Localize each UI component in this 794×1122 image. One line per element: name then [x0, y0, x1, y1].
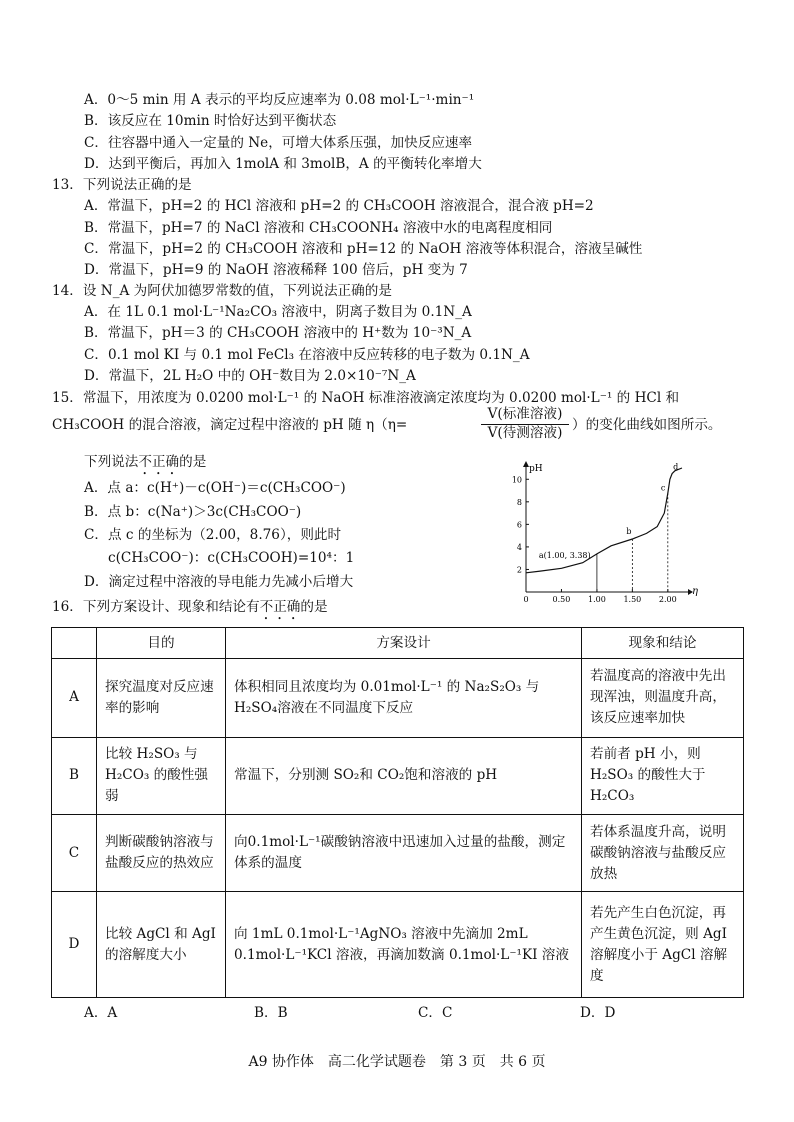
table-row	[52, 814, 744, 891]
row-design: 体积相同且浓度均为 0.01mol·L⁻¹ 的 Na₂S₂O₃ 与 H₂SO₄溶液在不同温度下反应	[226, 659, 582, 737]
table-header-row	[52, 628, 744, 659]
point-label: c	[660, 483, 666, 493]
point-label: d	[673, 462, 679, 472]
q16-answer-d: D．D	[580, 1005, 616, 1021]
q15-stem-line2a: CH₃COOH 的混合溶液，滴定过程中溶液的 pH 随 η（η=	[52, 417, 408, 433]
q12-option-a: A．0～5 min 用 A 表示的平均反应速率为 0.08 mol·L⁻¹·min⁻¹	[84, 92, 475, 108]
table-row	[52, 659, 744, 737]
q14-option-b: B．常温下，pH＝3 的 CH₃COOH 溶液中的 H⁺数为 10⁻³N_A	[84, 325, 472, 341]
q16-table	[51, 627, 744, 998]
x-tick-label: 0.50	[552, 595, 571, 602]
x-tick-label: 1.00	[588, 595, 606, 602]
y-tick-label: 10	[511, 475, 522, 485]
q16-stem: 16．下列方案设计、现象和结论有不正确的是	[52, 599, 328, 615]
q13-option-d: D．常温下，pH=9 的 NaOH 溶液稀释 100 倍后，pH 变为 7	[84, 262, 468, 278]
row-label: C	[52, 814, 97, 891]
header-result: 现象和结论	[582, 628, 744, 659]
y-tick-label: 6	[516, 520, 522, 530]
row-result: 若前者 pH 小，则 H₂SO₃ 的酸性大于 H₂CO₃	[582, 737, 744, 814]
q13-option-a: A．常温下，pH=2 的 HCl 溶液和 pH=2 的 CH₃COOH 溶液混合，混合液 pH=2	[84, 198, 594, 214]
y-tick-label: 8	[516, 497, 522, 507]
q15-option-b: B．点 b：c(Na⁺)＞3c(CH₃COO⁻)	[84, 504, 302, 520]
header-blank	[52, 628, 97, 659]
row-label: B	[52, 737, 97, 814]
q14-stem: 14．设 N_A 为阿伏加德罗常数的值，下列说法正确的是	[52, 283, 392, 299]
row-purpose: 判断碳酸钠溶液与盐酸反应的热效应	[97, 814, 226, 891]
x-tick-label: 0	[523, 595, 529, 602]
row-result: 若体系温度升高，说明碳酸钠溶液与盐酸反应放热	[582, 814, 744, 891]
q12-option-c: C．往容器中通入一定量的 Ne，可增大体系压强，加快反应速率	[84, 135, 473, 151]
row-design: 向 1mL 0.1mol·L⁻¹AgNO₃ 溶液中先滴加 2mL 0.1mol·L⁻¹KCl 溶液，再滴加数滴 0.1mol·L⁻¹KI 溶液	[226, 892, 582, 998]
table-row	[52, 892, 744, 998]
page-footer: A9 协作体 高二化学试题卷 第 3 页 共 6 页	[248, 1054, 546, 1070]
row-purpose: 比较 AgCl 和 AgI 的溶解度大小	[97, 892, 226, 998]
q15-stem-line1: 15．常温下，用浓度为 0.0200 mol·L⁻¹ 的 NaOH 标准溶液滴定浓度均为 0.0200 mol·L⁻¹ 的 HCl 和	[52, 390, 680, 406]
q15-stem-line2b: ）的变化曲线如图所示。	[572, 417, 722, 433]
y-tick-label: 4	[516, 542, 522, 552]
x-axis-label: η	[692, 586, 698, 597]
q14-option-d: D．常温下，2L H₂O 中的 OH⁻数目为 2.0×10⁻⁷N_A	[84, 368, 416, 384]
q14-option-c: C．0.1 mol KI 与 0.1 mol FeCl₃ 在溶液中反应转移的电子数为 0.1N_A	[84, 347, 530, 363]
q15-option-d: D．滴定过程中溶液的导电能力先减小后增大	[84, 574, 354, 590]
y-tick-label: 2	[516, 565, 522, 575]
q15-option-a: A．点 a：c(H⁺)－c(OH⁻)＝c(CH₃COO⁻)	[84, 480, 346, 496]
point-label: b	[626, 527, 632, 537]
row-purpose: 探究温度对反应速率的影响	[97, 659, 226, 737]
q15-option-c-cont: c(CH₃COO⁻)：c(CH₃COOH)=10⁴：1	[108, 550, 355, 566]
row-purpose: 比较 H₂SO₃ 与 H₂CO₃ 的酸性强弱	[97, 737, 226, 814]
header-purpose: 目的	[97, 628, 226, 659]
row-label: D	[52, 892, 97, 998]
frac-denominator: V(待测溶液)	[487, 425, 563, 441]
row-design: 常温下，分别测 SO₂和 CO₂饱和溶液的 pH	[226, 737, 582, 814]
q14-option-a: A．在 1L 0.1 mol·L⁻¹Na₂CO₃ 溶液中，阴离子数目为 0.1N_A	[84, 304, 472, 320]
table-row	[52, 737, 744, 814]
q16-answer-b: B．B	[254, 1005, 288, 1021]
row-design: 向0.1mol·L⁻¹碳酸钠溶液中迅速加入过量的盐酸，测定体系的温度	[226, 814, 582, 891]
q16-answer-a: A．A	[84, 1005, 118, 1021]
q16-answer-c: C．C	[418, 1005, 453, 1021]
q13-stem: 13．下列说法正确的是	[52, 177, 192, 193]
q13-option-c: C．常温下，pH=2 的 CH₃COOH 溶液和 pH=12 的 NaOH 溶液等体积混合，溶液呈碱性	[84, 241, 643, 257]
row-result: 若温度高的溶液中先出现浑浊，则温度升高，该反应速率加快	[582, 659, 744, 737]
q12-option-b: B．该反应在 10min 时恰好达到平衡状态	[84, 113, 337, 129]
eta-fraction	[481, 406, 569, 442]
q12-option-d: D．达到平衡后，再加入 1molA 和 3molB，A 的平衡转化率增大	[84, 156, 482, 172]
row-label: A	[52, 659, 97, 737]
point-label: a(1.00, 3.38)	[538, 550, 591, 560]
y-axis-label: pH	[529, 464, 543, 474]
x-tick-label: 1.50	[623, 595, 642, 602]
q13-option-b: B．常温下，pH=7 的 NaCl 溶液和 CH₃COONH₄ 溶液中水的电离程度相同	[84, 220, 553, 236]
ph-titration-chart	[500, 460, 700, 602]
row-result: 若先产生白色沉淀，再产生黄色沉淀，则 AgI 溶解度小于 AgCl 溶解度	[582, 892, 744, 998]
q15-stem-line3: 下列说法不正确的是	[84, 454, 207, 470]
frac-numerator: V(标准溶液)	[481, 406, 569, 425]
x-tick-label: 2.00	[658, 595, 677, 602]
header-design: 方案设计	[226, 628, 582, 659]
q15-option-c: C．点 c 的坐标为（2.00，8.76），则此时	[84, 527, 342, 543]
